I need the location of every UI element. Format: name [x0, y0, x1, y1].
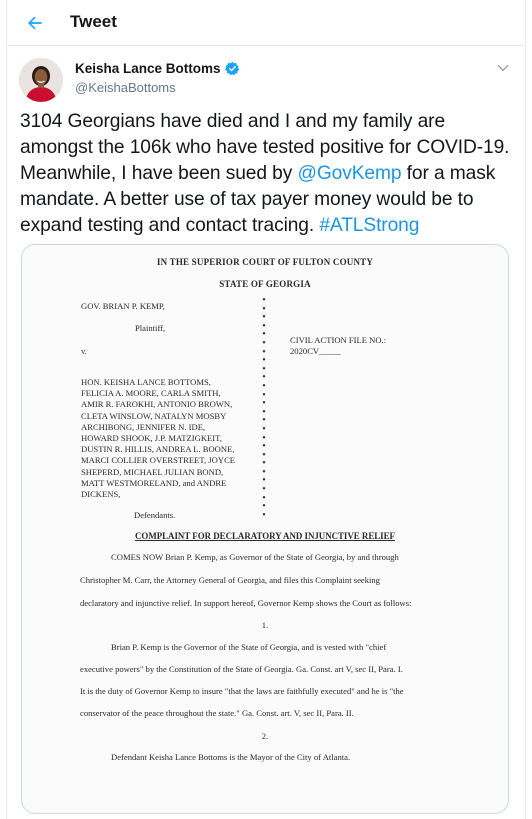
hashtag-link[interactable]: #ATLStrong — [319, 215, 420, 236]
court-document — [22, 245, 508, 813]
court-heading: IN THE SUPERIOR COURT OF FULTON COUNTY — [156, 257, 374, 267]
header-bar — [7, 0, 525, 46]
versus: v. — [81, 346, 87, 356]
defendant-line: ARCHIBONG, JENNIFER N. IDE, — [81, 421, 206, 432]
name-row — [75, 61, 240, 76]
paragraph-line: Brian P. Kemp is the Governor of the State of Georgia, and is vested with "chief — [111, 642, 387, 652]
defendants-list — [81, 377, 235, 500]
chevron-down-icon — [496, 61, 510, 75]
defendant-line: MARCI COLLIER OVERSTREET, JOYCE — [81, 455, 236, 466]
defendant-line: HOWARD SHOOK, J.P. MATZIGKEIT, — [81, 433, 222, 444]
tweet-text — [20, 109, 515, 239]
caption-divider: • • • • • • • • • • • • • • • • • • • • • • • • • • — [262, 295, 266, 521]
defendant-line: SHEPERD, MICHAEL JULIAN BOND, — [81, 466, 224, 477]
paragraph-number: 2. — [261, 731, 269, 741]
back-arrow-icon — [25, 13, 45, 33]
paragraph-line: executive powers" by the Constitution of the State of Georgia. Ga. Const. art V, sec II, Para. I. — [80, 664, 403, 674]
defendant-line: DICKENS, — [81, 489, 121, 500]
attached-document-image[interactable] — [21, 244, 509, 814]
paragraph-number: 1. — [261, 620, 269, 630]
plaintiff-role: Plaintiff, — [135, 323, 166, 333]
case-number: 2020CV_____ — [290, 346, 341, 356]
tweet-text-part: for a mask mandate. A better use of tax payer money would be to expand testing and contact tracing. — [20, 163, 496, 236]
display-name[interactable]: Keisha Lance Bottoms — [75, 61, 221, 76]
user-handle[interactable]: @KeishaBottoms — [75, 80, 176, 95]
civil-action-label: CIVIL ACTION FILE NO.: — [290, 335, 387, 345]
state-heading: STATE OF GEORGIA — [219, 279, 311, 289]
tweet-page — [6, 0, 526, 819]
page-title: Tweet — [70, 12, 117, 31]
tweet-text-part: 3104 Georgians have died and I and my family are amongst the 106k who have tested positive for COVID-19. Meanwhile, I have been sued by — [20, 111, 510, 184]
defendant-line: AMIR R. FAROKHI, ANTONIO BROWN, — [81, 399, 233, 410]
defendant-line: DUSTIN R. HILLIS, ANDREA L. BOONE, — [81, 444, 235, 455]
intro-line: declaratory and injunctive relief. In support hereof, Governor Kemp shows the Court as follows: — [80, 598, 412, 608]
defendant-line: FELICIA A. MOORE, CARLA SMITH, — [81, 388, 221, 399]
complaint-title: COMPLAINT FOR DECLARATORY AND INJUNCTIVE RELIEF — [135, 531, 395, 541]
mention-link[interactable]: @GovKemp — [297, 163, 402, 184]
back-button[interactable] — [21, 9, 49, 37]
tweet-author — [17, 56, 517, 104]
paragraph-line: Defendant Keisha Lance Bottoms is the Mayor of the City of Atlanta. — [111, 752, 351, 762]
avatar[interactable] — [19, 58, 63, 102]
intro-line: Christopher M. Carr, the Attorney General of Georgia, and files this Complaint seeking — [80, 575, 380, 585]
more-options-button[interactable] — [493, 58, 513, 78]
paragraph-line: conservator of the peace throughout the state." Ga. Const. art. V, sec II, Para. II. — [80, 708, 354, 718]
defendant-line: MATT WESTMORELAND, and ANDRE — [81, 477, 227, 488]
defendant-line: CLETA WINSLOW, NATALYN MOSBY — [81, 410, 227, 421]
plaintiff-name: GOV. BRIAN P. KEMP, — [81, 301, 165, 311]
defendant-line: HON. KEISHA LANCE BOTTOMS, — [81, 377, 211, 387]
paragraph-line: It is the duty of Governor Kemp to insure "that the laws are faithfully executed" and he is "the — [80, 686, 404, 696]
defendants-role: Defendants. — [134, 510, 176, 520]
verified-badge-icon — [225, 61, 240, 76]
intro-line: COMES NOW Brian P. Kemp, as Governor of the State of Georgia, by and through — [111, 552, 399, 562]
